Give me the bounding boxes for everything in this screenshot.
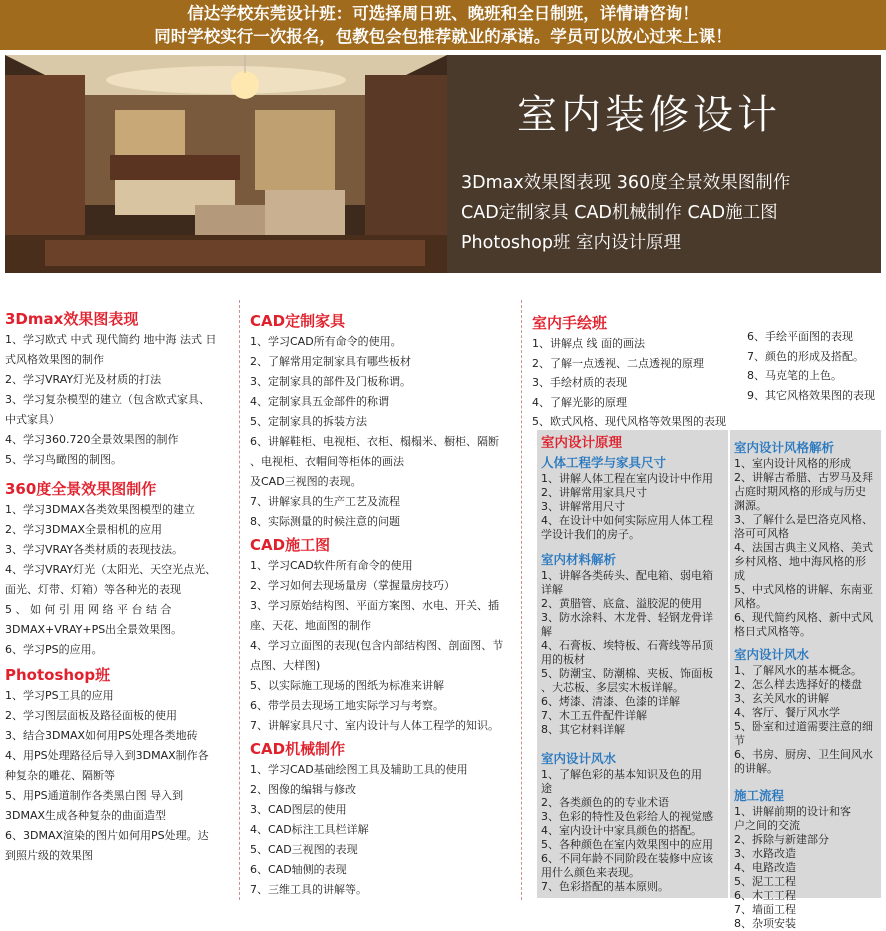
list-item: 8、杂项安装 [734,917,796,930]
list-item: 2、怎么样去选择好的楼盘 [734,678,862,691]
list-item: 3、结合3DMAX如何用PS处理各类地砖 [5,729,198,742]
column-1 [5,306,233,866]
list-item: 7、木工五件配件详解 [541,709,647,722]
column-divider [239,300,240,900]
item-list [541,768,724,894]
list-item: 4、客厅、餐厅风水学 [734,706,840,719]
list-item: 渊源。 [734,499,767,512]
list-item: 1、学习PS工具的应用 [5,689,114,702]
list-item: 7、讲解家具的生产工艺及流程 [250,495,400,508]
list-item: 的讲解。 [734,762,778,775]
list-item: 5、以实际施工现场的图纸为标准来讲解 [250,679,444,692]
list-item: 4、石膏板、埃特板、石膏线等吊顶 [541,639,713,652]
list-item: 4、学习VRAY灯光（太阳光、天空光点光、 [5,563,217,576]
item-list [250,556,515,736]
subsection-title: 室内设计风水 [541,751,617,766]
item-list [5,330,233,470]
list-item: 6、手绘平面图的表现 [747,330,853,343]
item-list [5,686,233,866]
list-item: 成 [734,569,745,582]
list-item: 8、实际测量的时候注意的问题 [250,515,400,528]
list-item: 6、带学员去现场工地实际学习与考察。 [250,699,444,712]
list-item: 1、学习3DMAX各类效果图模型的建立 [5,503,196,516]
list-item: 1、了解色彩的基本知识及色的用 [541,768,702,781]
item-list [250,332,515,532]
list-item: 3、了解什么是巴洛克风格、 [734,513,873,526]
section-title: CAD施工图 [250,536,331,554]
bedroom-photo [5,55,447,273]
subsection-title: 人体工程学与家具尺寸 [541,455,667,470]
hero [5,55,881,273]
list-item: 洛可可风格 [734,527,789,540]
list-item: 3、玄关风水的讲解 [734,692,829,705]
list-item: 、大芯板、多层实木板详解。 [541,681,684,694]
list-item: 5 、 如 何 引 用 网 络 平 台 结 合 [5,603,172,616]
bedroom-illustration [5,55,447,273]
list-item: 4、在设计中如何实际应用人体工程 [541,514,713,527]
subsection-title: 施工流程 [734,788,785,803]
list-item: 5、定制家具的拆装方法 [250,415,367,428]
list-item: 2、各类颜色的的专业术语 [541,796,669,809]
list-item: 3、学习复杂模型的建立（包含欧式家具、 [5,393,210,406]
subsection-title: 室内设计风格解析 [734,440,835,455]
list-item: 用什么颜色来表现。 [541,866,640,879]
column-divider [521,300,522,900]
list-item: 点图、大样图) [250,659,321,672]
hero-sub-line-3: Photoshop班 室内设计原理 [461,233,682,253]
list-item: 4、室内设计中家具颜色的搭配。 [541,824,702,837]
list-item: 1、讲解前期的设计和客 [734,805,851,818]
banner-line-2: 同时学校实行一次报名，包教包会包推荐就业的承诺。学员可以放心过来上课！ [154,27,732,46]
hero-sub-line-2: CAD定制家具 CAD机械制作 CAD施工图 [461,203,778,223]
list-item: 7、色彩搭配的基本原则。 [541,880,669,893]
list-item: 乡村风格、地中海风格的形 [734,555,866,568]
list-item: 2、图像的编辑与修改 [250,783,356,796]
list-item: 到照片级的效果图 [5,849,93,862]
list-item: 4、学习立面图的表现(包含内部结构图、剖面图、节 [250,639,504,652]
list-item: 1、学习欧式 中式 现代简约 地中海 法式 日 [5,333,217,346]
list-item: 7、墙面工程 [734,903,796,916]
list-item: 1、学习CAD软件所有命令的使用 [250,559,413,572]
top-banner [0,0,886,50]
list-item: 6、学习PS的应用。 [5,643,103,656]
list-item: 5、泥工工程 [734,875,796,888]
list-item: 3、定制家具的部件及门板称谓。 [250,375,411,388]
list-item: 3、防水涂料、木龙骨、轻钢龙骨详 [541,611,713,624]
list-item: 途 [541,782,552,795]
list-item: 用的板材 [541,653,585,666]
list-item: 节 [734,734,745,747]
column-3-left [532,310,747,432]
list-item: 7、讲解家具尺寸、室内设计与人体工程学的知识。 [250,719,499,732]
list-item: 3、讲解常用尺寸 [541,500,625,513]
section-title: 3Dmax效果图表现 [5,310,139,328]
list-item: 8、马克笔的上色。 [747,369,842,382]
list-item: 5、防潮宝、防潮棉、夹板、饰面板 [541,667,713,680]
list-item: 2、学习图层面板及路径面板的使用 [5,709,177,722]
list-item: 5、CAD三视图的表现 [250,843,358,856]
list-item: 、电视柜、衣帽间等柜体的画法 [250,455,404,468]
list-item: 2、了解常用定制家具有哪些板材 [250,355,411,368]
list-item: 4、法国古典主义风格、美式 [734,541,873,554]
list-item: 1、学习CAD所有命令的使用。 [250,335,402,348]
list-item: 4、定制家具五金部件的称谓 [250,395,389,408]
list-item: 1、了解风水的基本概念。 [734,664,862,677]
column-3-right [747,327,883,405]
list-item: 3、色彩的特性及色彩给人的视觉感 [541,810,713,823]
list-item: 2、了解一点透视、二点透视的原理 [532,356,704,370]
list-item: 5、各种颜色在室内效果图中的应用 [541,838,713,851]
list-item: 7、三维工具的讲解等。 [250,883,367,896]
section-title: CAD机械制作 [250,740,346,758]
list-item: 格日式风格等。 [734,625,811,638]
list-item: 1、讲解点 线 面的画法 [532,337,645,350]
list-item: 1、讲解各类砖头、配电箱、弱电箱 [541,569,713,582]
list-item: 5、欧式风格、现代风格等效果图的表现 [532,415,726,428]
item-list [532,334,747,432]
banner-line-1: 信达学校东莞设计班：可选择周日班、晚班和全日制班，详情请咨询！ [187,4,699,23]
list-item: 2、学习如何去现场量房（掌握量房技巧） [250,579,455,592]
list-item: 2、讲解常用家具尺寸 [541,486,647,499]
section-title: 360度全景效果图制作 [5,480,157,498]
list-item: 式风格效果图的制作 [5,353,104,366]
item-list [541,569,724,737]
list-item: 6、书房、厨房、卫生间风水 [734,748,873,761]
list-item: 3、学习原始结构图、平面方案图、水电、开关、插 [250,599,499,612]
hero-panel [447,55,881,273]
list-item: 2、学习3DMAX全景相机的应用 [5,523,163,536]
list-item: 7、颜色的形成及搭配。 [747,349,864,363]
list-item: 2、拆除与新建部分 [734,833,829,846]
section-title: 室内手绘班 [532,314,608,332]
list-item: 5、学习鸟瞰图的制图。 [5,453,122,466]
item-list [541,472,724,542]
list-item: 6、现代简约风格、新中式风 [734,611,873,624]
list-item: 4、用PS处理路径后导入到3DMAX制作各 [5,749,209,762]
list-item: 1、室内设计风格的形成 [734,457,851,470]
list-item: 1、学习CAD基础绘图工具及辅助工具的使用 [250,763,468,776]
section-title: Photoshop班 [5,666,111,684]
list-item: 解 [541,625,552,638]
list-item: 3DMAX生成各种复杂的曲面造型 [5,809,167,822]
list-item: 5、卧室和过道需要注意的细 [734,720,873,733]
hero-sub-line-1: 3Dmax效果图表现 360度全景效果图制作 [461,173,791,193]
list-item: 3DMAX+VRAY+PS出全景效果图。 [5,623,183,636]
item-list [5,500,233,660]
list-item: 2、黄腊管、底盒、溢胶泥的使用 [541,597,702,610]
section-title: 室内设计原理 [541,435,622,451]
list-item: 中式家具） [5,413,60,426]
gray-box-right [730,430,881,930]
item-list [734,805,878,931]
list-item: 4、学习360.720全景效果图的制作 [5,433,179,446]
list-item: 占庭时期风格的形成与历史 [734,485,866,498]
list-item: 6、木工工程 [734,889,796,902]
list-item: 6、烤漆、清漆、色漆的详解 [541,695,680,708]
list-item: 6、3DMAX渲染的图片如何用PS处理。达 [5,829,209,842]
gray-box-left [537,430,728,898]
list-item: 2、讲解古希腊、古罗马及拜 [734,471,873,484]
hero-title: 室内装修设计 [517,92,781,138]
list-item: 3、CAD图层的使用 [250,803,347,816]
item-list [734,664,878,776]
item-list [250,760,515,900]
list-item: 户之间的交流 [734,819,800,832]
subsection-title: 室内材料解析 [541,552,617,567]
list-item: 风格。 [734,597,767,610]
list-item: 4、电路改造 [734,861,796,874]
list-item: 5、用PS通道制作各类黑白图 导入到 [5,789,184,802]
list-item: 6、不同年龄不同阶段在装修中应该 [541,852,713,865]
list-item: 座、天花、地面图的制作 [250,619,371,632]
list-item: 及CAD三视图的表现。 [250,475,362,488]
list-item: 1、讲解人体工程在室内设计中作用 [541,472,713,485]
list-item: 4、了解光影的原理 [532,395,627,409]
column-2 [250,308,515,900]
list-item: 详解 [541,583,563,596]
list-item: 6、CAD轴侧的表现 [250,863,347,876]
list-item: 3、学习VRAY各类材质的表现技法。 [5,543,184,556]
list-item: 3、手绘材质的表现 [532,376,627,389]
item-list [747,327,883,405]
section-title: CAD定制家具 [250,312,346,330]
list-item: 8、其它材料详解 [541,723,625,736]
list-item: 5、中式风格的讲解、东南亚 [734,583,873,596]
list-item: 9、其它风格效果图的表现 [747,388,875,402]
list-item: 种复杂的雕花、隔断等 [5,769,115,782]
list-item: 3、水路改造 [734,847,796,860]
list-item: 面光、灯带、灯箱）等各种光的表现 [5,583,181,596]
list-item: 学设计我们的房子。 [541,528,640,541]
list-item: 4、CAD标注工具栏详解 [250,823,369,836]
subsection-title: 室内设计风水 [734,647,810,662]
item-list [734,457,878,639]
list-item: 6、讲解鞋柜、电视柜、衣柜、榻榻米、橱柜、隔断 [250,435,499,448]
list-item: 2、学习VRAY灯光及材质的打法 [5,373,162,386]
